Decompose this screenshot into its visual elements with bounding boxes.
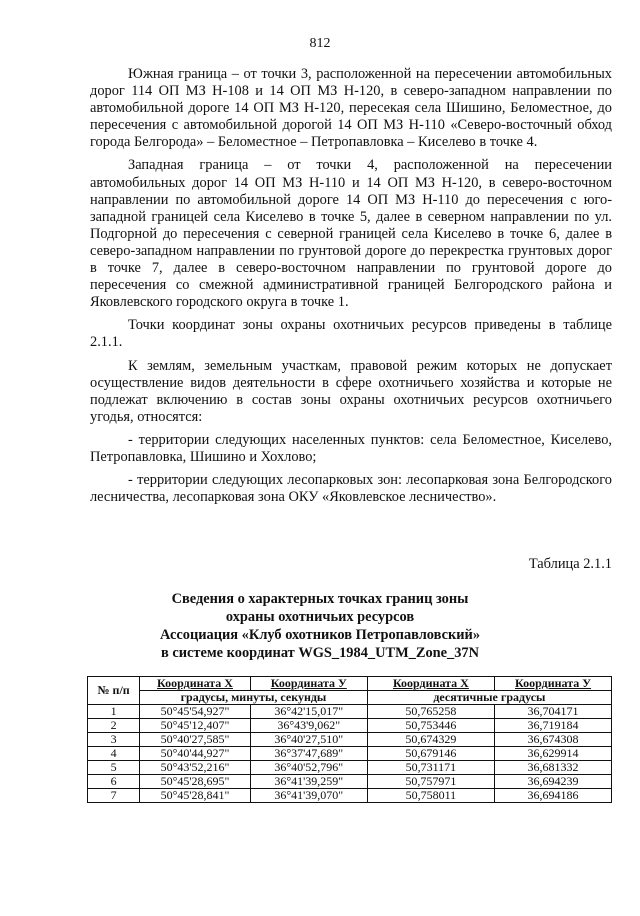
table-row [88, 747, 612, 761]
cell-y-decimal: 36,629914 [495, 747, 612, 761]
header-y-dms: Координата У [250, 677, 367, 691]
cell-number: 7 [88, 789, 140, 803]
table-row [88, 789, 612, 803]
header-x-decimal: Координата X [367, 677, 494, 691]
table-title [0, 590, 640, 662]
table-title-line: охраны охотничьих ресурсов [225, 609, 415, 625]
cell-x-decimal: 50,757971 [367, 775, 494, 789]
cell-x-dms: 50°43'52,216" [140, 761, 251, 775]
cell-y-decimal: 36,704171 [495, 705, 612, 719]
cell-y-dms: 36°42'15,017" [250, 705, 367, 719]
cell-x-dms: 50°45'54,927" [140, 705, 251, 719]
cell-x-decimal: 50,765258 [367, 705, 494, 719]
list-item-forest-zones: - территории следующих лесопарковых зон: лесопарковая зона Белгородского лесничества, лесопарковая зона ОКУ «Яковлевское лесничество». [90, 472, 612, 506]
cell-x-dms: 50°45'28,695" [140, 775, 251, 789]
body-text [90, 66, 612, 512]
header-y-decimal: Координата У [495, 677, 612, 691]
cell-x-decimal: 50,679146 [367, 747, 494, 761]
cell-number: 2 [88, 719, 140, 733]
table-body [88, 705, 612, 803]
table-subheader-row [88, 691, 612, 705]
table-title-line: Сведения о характерных точках границ зоны [171, 591, 469, 607]
paragraph-west-border: Западная граница – от точки 4, расположенной на пересечении автомобильных дорог 14 ОП МЗ Н-110 и 14 ОП МЗ Н-120, в северо-восточном направлении по автомобильной дороге 14 ОП МЗ Н-110 до пересечения с юго-западной границей села Киселево в точке 5, далее в северном направлении по ул. Подгорной до пересечения с северной границей села Киселево в точке 6, далее в северо-западном направлении по грунтовой дороге до перекрестка грунтовых дорог в точке 7, далее в северо-восточном направлении по грунтовой дороге до пересечения со смежной административной границей Белгородского района и Яковлевского городского округа в точке 1. [90, 157, 612, 311]
cell-x-dms: 50°45'28,841" [140, 789, 251, 803]
table-row [88, 761, 612, 775]
table-title-line: в системе координат WGS_1984_UTM_Zone_37N [160, 645, 480, 661]
cell-x-decimal: 50,758011 [367, 789, 494, 803]
paragraph-table-reference: Точки координат зоны охраны охотничьих ресурсов приведены в таблице 2.1.1. [90, 317, 612, 351]
list-item-settlements: - территории следующих населенных пунктов: села Беломестное, Киселево, Петропавловка, Шишино и Хохлово; [90, 431, 612, 465]
cell-number: 1 [88, 705, 140, 719]
header-x-dms: Координата X [140, 677, 251, 691]
cell-number: 5 [88, 761, 140, 775]
table-row [88, 705, 612, 719]
cell-y-dms: 36°41'39,070" [250, 789, 367, 803]
cell-y-decimal: 36,681332 [495, 761, 612, 775]
table-header-row [88, 677, 612, 691]
cell-y-dms: 36°41'39,259" [250, 775, 367, 789]
cell-number: 6 [88, 775, 140, 789]
cell-y-dms: 36°37'47,689" [250, 747, 367, 761]
table-caption: Таблица 2.1.1 [528, 556, 612, 572]
cell-x-dms: 50°45'12,407" [140, 719, 251, 733]
cell-number: 4 [88, 747, 140, 761]
subheader-decimal: десятичные градусы [367, 691, 611, 705]
cell-y-decimal: 36,674308 [495, 733, 612, 747]
coordinates-table [87, 676, 612, 803]
header-number: № п/п [88, 677, 140, 705]
cell-x-dms: 50°40'27,585" [140, 733, 251, 747]
cell-x-dms: 50°40'44,927" [140, 747, 251, 761]
table-title-line: Ассоциация «Клуб охотников Петропавловский» [159, 627, 481, 643]
cell-number: 3 [88, 733, 140, 747]
cell-y-dms: 36°43'9,062" [250, 719, 367, 733]
cell-x-decimal: 50,731171 [367, 761, 494, 775]
table-row [88, 775, 612, 789]
cell-y-decimal: 36,694186 [495, 789, 612, 803]
paragraph-south-border: Южная граница – от точки 3, расположенной на пересечении автомобильных дорог 114 ОП МЗ Н-108 и 14 ОП МЗ Н-120, в северо-западном направлении по автомобильной дороге 14 ОП МЗ Н-120, пересекая села Шишино, Беломестное, до пересечения с автомобильной дорогой 14 ОП МЗ Н-110 «Северо-восточный обход города Белгорода» – Беломестное – Петропавловка – Киселево в точке 4. [90, 66, 612, 151]
table-row [88, 719, 612, 733]
cell-y-decimal: 36,694239 [495, 775, 612, 789]
cell-x-decimal: 50,753446 [367, 719, 494, 733]
table-row [88, 733, 612, 747]
paragraph-excluded-lands: К землям, земельным участкам, правовой режим которых не допускает осуществление видов деятельности в сфере охотничьего хозяйства и которые не подлежат включению в состав зоны охраны охотничьих ресурсов охотничьего угодья, относятся: [90, 357, 612, 425]
cell-x-decimal: 50,674329 [367, 733, 494, 747]
cell-y-dms: 36°40'52,796" [250, 761, 367, 775]
cell-y-decimal: 36,719184 [495, 719, 612, 733]
cell-y-dms: 36°40'27,510" [250, 733, 367, 747]
subheader-dms: градусы, минуты, секунды [140, 691, 368, 705]
page-number: 812 [309, 36, 331, 51]
